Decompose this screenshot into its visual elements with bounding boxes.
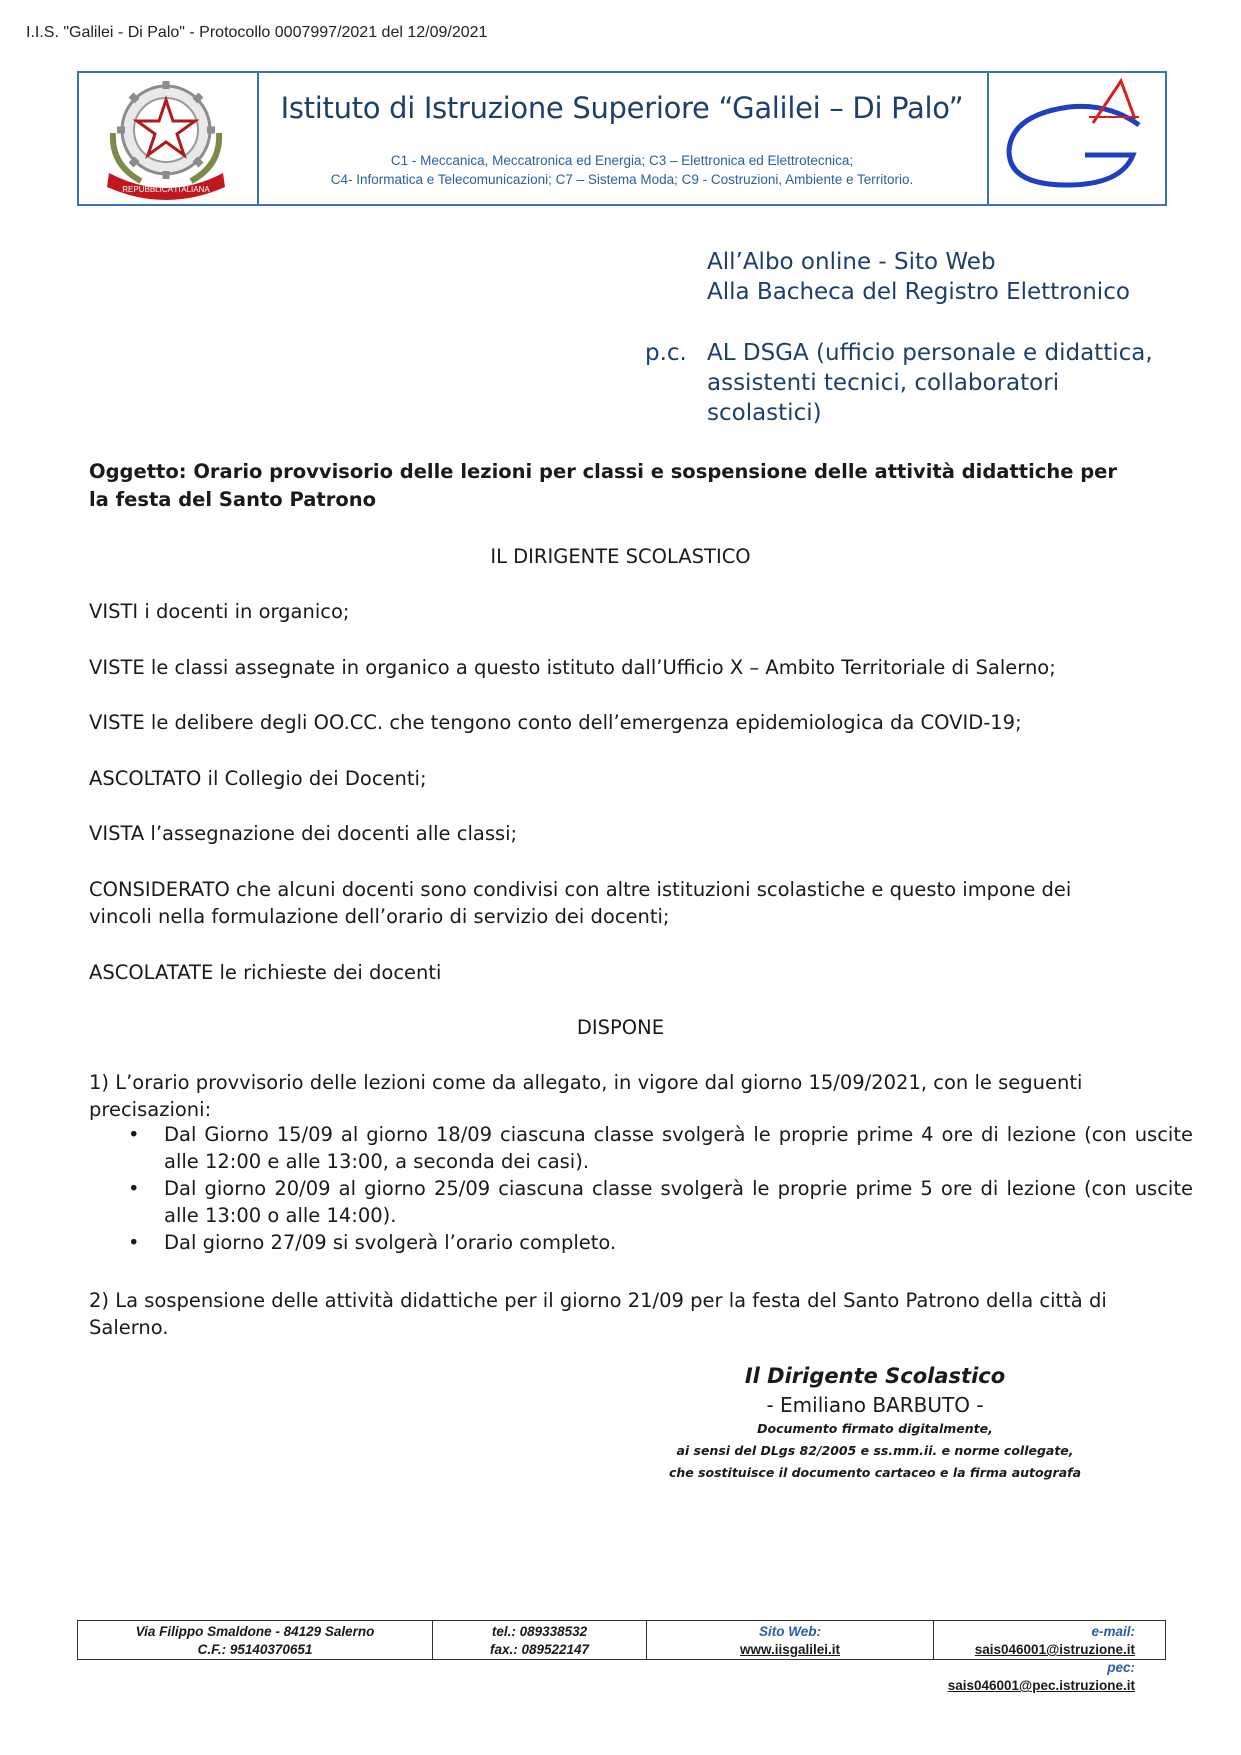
point-1-line-1: 1) L’orario provvisorio delle lezioni come da allegato, in vigore dal giorno 15/09/2021, con le seguenti	[89, 1071, 1083, 1094]
signature-note-1: Documento firmato digitalmente,	[757, 1421, 993, 1436]
subject-line-1: Oggetto: Orario provvisorio delle lezioni per classi e sospensione delle attività didattiche per	[89, 460, 1118, 483]
courses-line-2: C4- Informatica e Telecomunicazioni; C7 – Sistema Moda; C9 - Costruzioni, Ambiente e Territorio.	[330, 172, 914, 187]
footer-tel: tel.: 089338532	[491, 1624, 588, 1639]
institute-info	[257, 73, 987, 204]
pc-line-2: assistenti tecnici, collaboratori	[707, 370, 1060, 396]
list-item	[128, 1121, 1193, 1175]
footer-phone-cell	[433, 1621, 647, 1659]
premise-7: ASCOLATATE le richieste dei docenti	[89, 961, 442, 984]
recipient-line-2: Alla Bacheca del Registro Elettronico	[707, 279, 1130, 305]
footer-pec-link[interactable]: sais046001@pec.istruzione.it	[947, 1678, 1135, 1693]
subject-line-2: la festa del Santo Patrono	[89, 488, 377, 511]
issuer-heading: IL DIRIGENTE SCOLASTICO	[490, 545, 751, 568]
footer-fax: fax.: 089522147	[489, 1642, 590, 1657]
pc-line-1: AL DSGA (ufficio personale e didattica,	[707, 340, 1153, 366]
premise-4: ASCOLTATO il Collegio dei Docenti;	[89, 767, 427, 790]
footer-web-link[interactable]: www.iisgalilei.it	[739, 1642, 841, 1657]
school-logo-cell	[987, 73, 1165, 204]
footer-email-cell	[934, 1621, 1165, 1693]
bullet-text: Dal giorno 20/09 al giorno 25/09 ciascuna classe svolgerà le proprie prime 5 ore di lezione (con uscite alle 13:00 o alle 14:00).	[164, 1177, 1193, 1227]
bullet-glyph: •	[128, 1231, 140, 1254]
footer-email-label: e-mail:	[1091, 1624, 1135, 1639]
signature-note-3: che sostituisce il documento cartaceo e la firma autografa	[668, 1465, 1082, 1480]
point-2-line-2: Salerno.	[89, 1316, 169, 1339]
point-1-bullet-list	[124, 1121, 1193, 1256]
premise-5: VISTA l’assegnazione dei docenti alle classi;	[89, 822, 518, 845]
premise-1: VISTI i docenti in organico;	[89, 600, 350, 623]
pc-line-3: scolastici)	[707, 400, 822, 426]
footer-email-link[interactable]: sais046001@istruzione.it	[974, 1642, 1135, 1657]
emblem-cell	[79, 73, 259, 204]
footer-web-cell	[647, 1621, 934, 1659]
protocol-line: I.I.S. "Galilei - Di Palo" - Protocollo 0007997/2021 del 12/09/2021	[26, 24, 488, 41]
bullet-text: Dal giorno 27/09 si svolgerà l’orario completo.	[164, 1231, 617, 1254]
footer-pec-label: pec:	[1107, 1660, 1135, 1675]
signature-note-2: ai sensi del DLgs 82/2005 e ss.mm.ii. e norme collegate,	[676, 1443, 1074, 1458]
point-2-line-1: 2) La sospensione delle attività didattiche per il giorno 21/09 per la festa del Santo Patrono della città di	[89, 1289, 1107, 1312]
premise-6-line-2: vincoli nella formulazione dell’orario di servizio dei docenti;	[89, 905, 670, 928]
footer-web-label: Sito Web:	[759, 1624, 821, 1639]
list-item	[128, 1175, 1193, 1229]
letterhead	[77, 71, 1167, 206]
point-1-line-2: precisazioni:	[89, 1098, 212, 1121]
premise-2: VISTE le classi assegnate in organico a questo istituto dall’Ufficio X – Ambito Territoriale di Salerno;	[89, 656, 1056, 679]
courses-line-1: C1 - Meccanica, Meccatronica ed Energia; C3 – Elettronica ed Elettrotecnica;	[390, 153, 854, 168]
premise-6-line-1: CONSIDERATO che alcuni docenti sono condivisi con altre istituzioni scolastiche e questo impone dei	[89, 878, 1072, 901]
pc-label: p.c.	[645, 340, 687, 366]
footer-contacts	[77, 1620, 1166, 1693]
bullet-glyph: •	[128, 1177, 140, 1200]
bullet-glyph: •	[128, 1123, 140, 1146]
signatory-name: - Emiliano BARBUTO -	[766, 1393, 984, 1417]
recipient-line-1: All’Albo online - Sito Web	[707, 249, 996, 275]
emblem-ribbon-label: REPUBBLICA ITALIANA	[122, 185, 210, 194]
school-logo	[989, 73, 1169, 204]
bullet-text: Dal Giorno 15/09 al giorno 18/09 ciascuna classe svolgerà le proprie prime 4 ore di lezione (con uscite alle 12:00 e alle 13:00, a seconda dei casi).	[164, 1123, 1193, 1173]
decision-heading: DISPONE	[576, 1016, 665, 1039]
signature-title: Il Dirigente Scolastico	[744, 1364, 1006, 1388]
footer-address: Via Filippo Smaldone - 84129 Salerno	[135, 1624, 375, 1639]
footer-tax-code: C.F.: 95140370651	[197, 1642, 313, 1657]
footer-address-cell	[78, 1621, 433, 1659]
institute-name: Istituto di Istruzione Superiore “Galilei – Di Palo”	[280, 91, 964, 125]
italian-republic-emblem	[79, 73, 253, 204]
list-item	[128, 1229, 1193, 1256]
premise-3: VISTE le delibere degli OO.CC. che tengono conto dell’emergenza epidemiologica da COVID-19;	[89, 711, 1022, 734]
